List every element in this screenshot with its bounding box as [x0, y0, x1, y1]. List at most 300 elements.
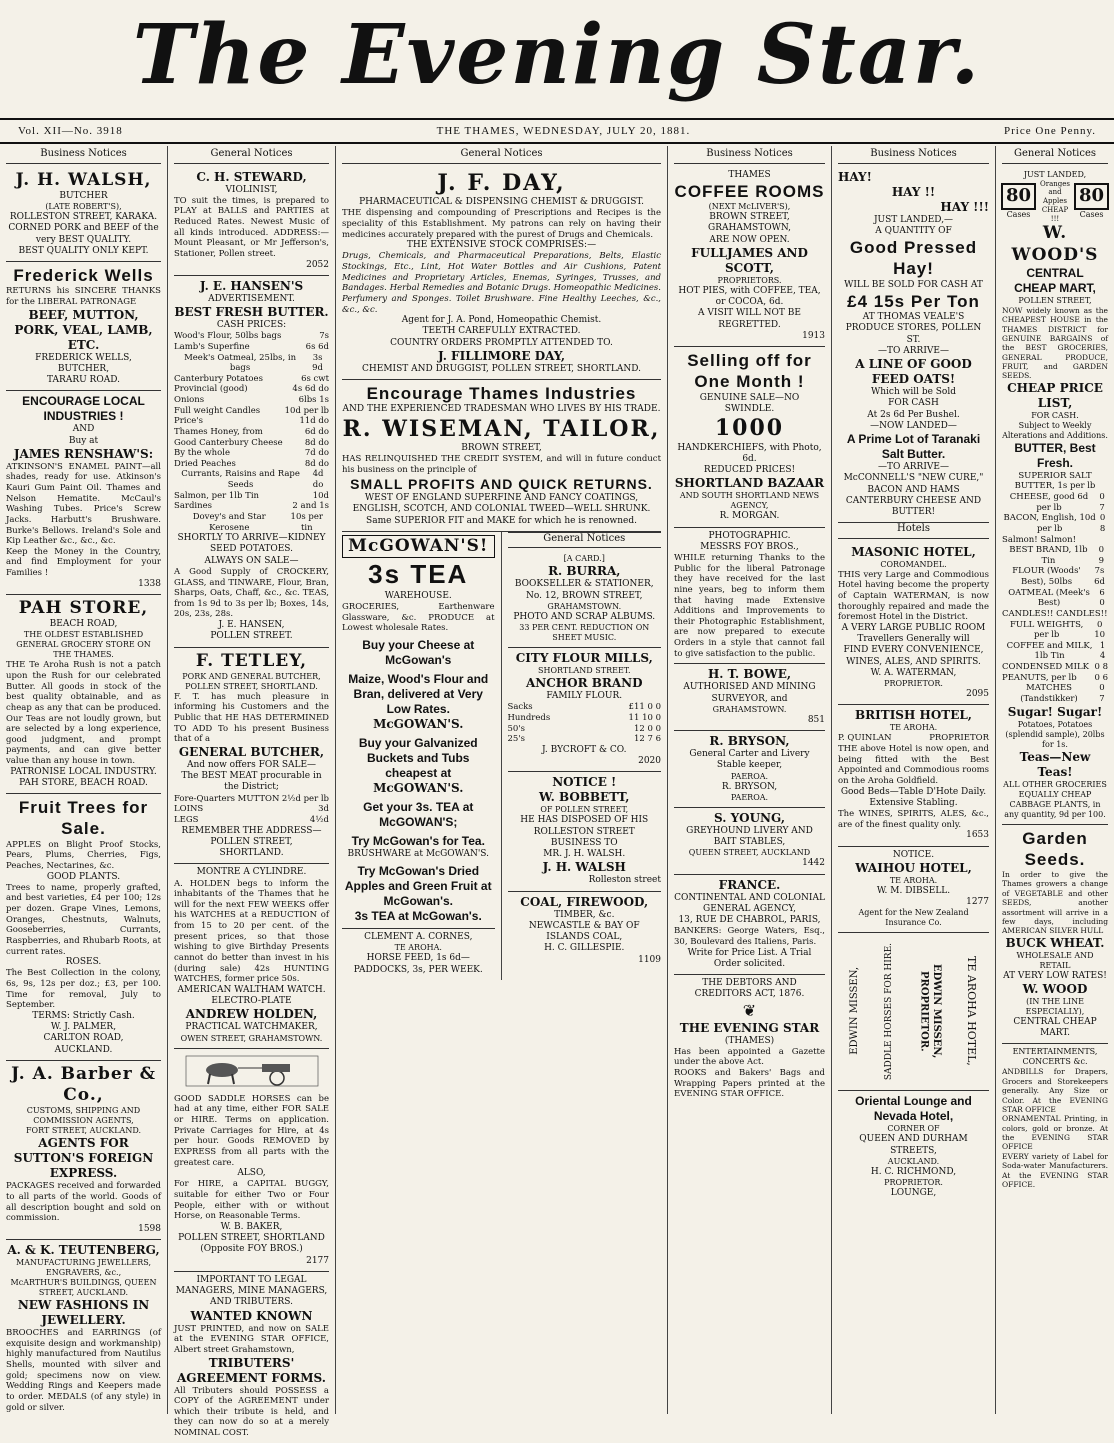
ad-line: NEW FASHIONS IN JEWELLERY. — [17, 1298, 150, 1328]
price-row — [174, 459, 329, 470]
price-item: BACON, English, 10d per lb — [1003, 513, 1096, 534]
ad-line: McARTHUR'S BUILDINGS, QUEEN STREET, AUCKLAND. — [10, 1278, 157, 1298]
price-row — [1002, 609, 1108, 620]
ad-title: Garden Seeds. — [1022, 828, 1088, 869]
ad-line: CENTRAL CHEAP MART. — [1013, 1016, 1097, 1039]
price-item: PEANUTS, per lb — [1002, 672, 1077, 683]
ad-british-hotel — [838, 705, 989, 846]
column-header: Business Notices — [6, 148, 161, 164]
ad-title: F. TETLEY, — [195, 650, 308, 671]
ad-line: BUCK WHEAT. — [1005, 935, 1105, 950]
price-row — [1002, 471, 1108, 492]
ad-line: R. MORGAN. — [719, 511, 780, 522]
ad-number: 851 — [807, 714, 825, 725]
cases-right — [1074, 183, 1109, 220]
ad-body: TO suit the times, is prepared to PLAY at BALLS and PARTIES at Reduced Rates. Newest Music of all kinds introduced. ADDRESS:—Mount Pleasant, or Mr Jefferson's, Stationer, Pollen street. — [174, 195, 329, 259]
price-list — [508, 702, 662, 745]
ad-number: 2095 — [966, 689, 989, 700]
price-row — [1002, 620, 1108, 641]
ad-line: Rolleston street — [588, 875, 661, 886]
ad-line: TE AROHA. — [889, 875, 938, 885]
column-5 — [832, 146, 996, 1414]
ad-title: J. H. WALSH — [542, 860, 626, 875]
ad-line: (IN THE LINE ESPECIALLY), — [1025, 996, 1085, 1016]
ad-mcgowan — [342, 532, 495, 929]
ad-line: A QUANTITY OF — [875, 225, 952, 236]
ad-body: GROCERIES, Earthenware Glassware, &c. PRODUCE at Lowest wholesale Rates. — [342, 601, 495, 634]
price-row — [508, 734, 662, 745]
ad-line: [A CARD.] — [563, 554, 605, 564]
price-row — [174, 469, 329, 490]
ad-debtors — [674, 975, 825, 1104]
ad-title: R. BRYSON, — [709, 734, 790, 748]
ad-tetley — [174, 648, 329, 865]
price-row — [174, 331, 329, 342]
ad-line: Get your 3s. TEA at McGOWAN'S; — [363, 799, 474, 829]
ad-body: WHILE returning Thanks to the Public for the liberal Patronage they have received for the last nine years, beg to inform them that having made Extensive Additions and Improvements to their Photographic Establishment, are now prepared to execute Orders in a style that cannot fail to give satisfaction to the public. — [674, 553, 825, 659]
ad-line: RETURNS his SINCERE THANKS for the LIBERAL PATRONAGE — [6, 286, 161, 307]
column-header: Business Notices — [674, 148, 825, 164]
ad-veale — [838, 167, 989, 524]
ad-title: Good Pressed Hay! — [849, 238, 978, 279]
column-4 — [668, 146, 832, 1414]
ad-wood — [1002, 167, 1108, 825]
price-row — [174, 342, 329, 353]
ad-line: THE OLDEST ESTABLISHED GENERAL GROCERY STORE ON THE THAMES. — [16, 630, 151, 660]
ad-title: PAH STORE, — [18, 597, 149, 618]
ad-teutenberg — [6, 1240, 161, 1417]
ad-title: H. T. BOWE, — [707, 667, 792, 682]
ad-body: All Tributers should POSSESS a COPY of the AGREEMENT under which their tribute is held, and they can now do so at a merely NOMINAL COST. — [174, 1385, 329, 1438]
ad-line: MR. J. H. WALSH. — [543, 849, 626, 860]
ad-body: In order to give the Thames growers a change of VEGETABLE and other SEEDS, another assortment will arrive in a few days, including AMERICAN SILVER HULL — [1002, 870, 1108, 936]
price-value: 7s 6d — [1094, 566, 1105, 587]
ad-renshaw — [6, 391, 161, 595]
price-item: CANDLES!! CANDLES!! — [1002, 608, 1108, 619]
ad-body: A. HOLDEN begs to inform the inhabitants of the Thames that he will for the next FEW WEEKS offer his WATCHES at a REDUCTION of from 15 to 20 per cent. of the present prices, so that those wishing to give Birthday Presents cannot do better than invest in his (during sale) 42s HUNTING WATCHES, former price 50s. — [174, 878, 329, 985]
ad-line: A VERY LARGE PUBLIC ROOM — [841, 622, 986, 633]
ad-line: ANDBILLS for Drapers, Grocers and Storekeepers generally. Any Size or Color. At the EVENING STAR OFFICE — [1002, 1067, 1108, 1114]
ad-line: Potatoes, Potatoes (splendid sample), 20lbs for 1s. — [1005, 719, 1105, 749]
ad-line: OF POLLEN STREET, — [540, 805, 629, 815]
price-value: 4½d — [309, 814, 329, 825]
ad-row — [838, 733, 989, 744]
ad-line: ADVERTISEMENT. — [208, 293, 295, 304]
price-item: CONDENSED MILK — [1002, 662, 1089, 672]
ad-line: —TO ARRIVE— — [878, 462, 949, 472]
masthead — [0, 0, 1114, 118]
ad-line: BRUSHWARE at McGOWAN'S. — [347, 848, 490, 859]
ad-title: Selling off for One Month ! — [687, 351, 812, 392]
ad-line: H. C. RICHMOND, — [870, 1166, 957, 1177]
price-item: Lamb's Superfine — [174, 341, 250, 352]
ad-body: THE dispensing and compounding of Prescriptions and Recipes is the speciality of this Establishment. My patrons can rely on having their medicines accurately prepared with the purest of Drugs and Chemicals. — [342, 208, 661, 240]
ad-line: TRIBUTERS' AGREEMENT FORMS. — [177, 1355, 326, 1385]
ad-line: TEETH CAREFULLY EXTRACTED. — [422, 326, 581, 337]
price-row — [174, 353, 329, 374]
ad-line: Buy at — [68, 435, 99, 446]
ad-line: BANKERS: George Waters, Esq., 30, Boulevard des Italiens, Paris. — [674, 926, 825, 947]
price-value: 2 and 1s — [292, 501, 329, 512]
ad-line: TE AROHA. — [889, 723, 938, 733]
col3-right — [502, 532, 668, 980]
ad-line: EDWIN MISSEN, PROPRIETOR. — [918, 964, 943, 1059]
ad-number: 1338 — [138, 578, 161, 589]
ad-te-aroha-vertical — [838, 933, 989, 1091]
ad-line: TERMS: Strictly Cash. — [32, 1010, 135, 1021]
ad-line: FULLJAMES AND SCOTT, — [691, 245, 808, 275]
cases-left — [1001, 183, 1036, 220]
ad-bowe — [674, 664, 825, 731]
price-item: Meek's Oatmeal, 25lbs, in bags — [184, 352, 297, 374]
ad-waihou-hotel — [838, 847, 989, 934]
ad-line: ENCOURAGE LOCAL INDUSTRIES ! — [22, 394, 145, 424]
ad-steward — [174, 167, 329, 276]
price-value: 10d — [312, 490, 329, 501]
ad-line: McGOWAN'S. — [373, 716, 464, 731]
ad-line: Agent for J. A. Pond, Homeopathic Chemist. — [401, 315, 602, 326]
price-item: BEST BRAND, 1lb Tin — [1009, 545, 1088, 566]
ad-title: CONTINENTAL AND COLONIAL GENERAL AGENCY, — [674, 892, 825, 914]
price-item: Currants, Raisins and Rape Seeds — [181, 469, 300, 490]
ad-title: A. & K. TEUTENBERG, — [7, 1243, 160, 1258]
ad-line: SHORTLAND BAZAAR — [674, 476, 825, 491]
col3-split — [336, 532, 667, 980]
ad-line: Buy your Cheese at McGowan's — [362, 637, 475, 667]
ad-line: CHEAP MART, — [1014, 280, 1096, 295]
price-item: Onions — [174, 395, 205, 405]
price-list — [174, 794, 329, 826]
ad-line: ENTERTAINMENTS, CONCERTS &c. — [1012, 1047, 1098, 1067]
ad-line: J. FILLIMORE DAY, — [437, 348, 566, 363]
price-item: MATCHES (Tandstikker) — [1020, 683, 1078, 704]
ad-line: PAEROA. — [730, 771, 769, 781]
price-value: 11 10 0 — [628, 713, 661, 723]
ad-young — [674, 808, 825, 875]
ad-body: Has been appointed a Gazette under the above Act. — [674, 1046, 825, 1068]
column-header: General Notices — [508, 532, 662, 549]
ad-line: BEACH ROAD, — [49, 619, 118, 630]
ad-body: Trees to name, properly grafted, and best varieties, £4 per 100; 12s per dozen. Grape Vines, Lemons, Oranges, Chestnuts, Walnuts, Gooseberries, Currants, Raspberries, and Rhubarb Roots, at current rates. — [6, 882, 161, 957]
ad-line: PHOTO AND SCRAP ALBUMS. — [513, 611, 656, 622]
ad-line: WILL BE SOLD FOR CASH AT — [844, 279, 983, 290]
ad-number: 1442 — [802, 858, 825, 869]
ad-line: CABBAGE PLANTS, in any quantity, 9d per 100. — [1004, 799, 1106, 819]
ad-title: R. WISEMAN, TAILOR, — [342, 415, 661, 442]
ad-body: APPLES on Blight Proof Stocks, Pears, Plums, Cherries, Figs, Peaches, Nectarines, &c. — [6, 839, 161, 871]
ad-line: CHEMIST AND DRUGGIST, POLLEN STREET, SHORTLAND. — [362, 363, 641, 374]
ad-line: GENERAL BUTCHER, — [178, 744, 325, 759]
cases-banner — [1002, 180, 1108, 224]
ad-line: WINES, ALES, AND SPIRITS. — [846, 656, 981, 667]
ad-line: McCONNELL'S "NEW CURE," BACON AND HAMS — [843, 473, 984, 495]
column-6 — [996, 146, 1114, 1414]
place-date: THE THAMES, WEDNESDAY, JULY 20, 1881. — [436, 125, 691, 137]
ad-line: Subject to Weekly Alterations and Additions. — [1002, 420, 1108, 440]
ad-line: and Apples — [1043, 188, 1067, 205]
ad-line: PROPRIETOR. — [884, 679, 943, 689]
quantity-right: 80 — [1074, 183, 1109, 210]
ad-line: AND — [72, 424, 95, 435]
price-row — [1002, 566, 1108, 587]
price-row — [174, 406, 329, 417]
price-item: Canterbury Potatoes — [174, 373, 263, 384]
ad-title: J. H. WALSH, — [15, 169, 152, 190]
cases-label: Cases — [1079, 209, 1104, 219]
ad-bryson — [674, 731, 825, 808]
price-row — [1002, 545, 1108, 566]
ad-line: PRODUCE STORES, POLLEN ST. — [845, 323, 982, 345]
price-row — [174, 427, 329, 438]
ad-line: POLLEN STREET, SHORTLAND — [178, 1233, 325, 1244]
ad-line: A VISIT WILL NOT BE REGRETTED. — [698, 308, 801, 330]
price-item: Hundreds — [507, 713, 551, 723]
ad-line: BUTTER, Best Fresh. — [1014, 440, 1096, 470]
ad-line: CARLTON ROAD, — [43, 1033, 124, 1044]
ad-line: W. WOOD — [1022, 981, 1088, 996]
ad-title: W. BOBBETT, — [538, 790, 630, 805]
ad-line: CHEAP PRICE LIST, — [1007, 380, 1103, 410]
ad-line: CUSTOMS, SHIPPING AND COMMISSION AGENTS, — [26, 1106, 141, 1126]
ad-line: ELECTRO-PLATE — [211, 996, 292, 1006]
ad-line: Maize, Wood's Flour and Bran, delivered at Very Low Rates. — [348, 671, 489, 716]
ad-line: AUTHORISED AND MINING SURVEYOR, and — [683, 682, 816, 704]
cases-middle — [1040, 180, 1070, 224]
ad-line: And now offers FOR SALE— — [186, 759, 317, 770]
ad-body: GOOD SADDLE HORSES can be had at any time, either FOR SALE or HIRE. Terms on application. Private Carriages for Hire, at 4s per hour. Goods REMOVED by EXPRESS from all parts with the greatest care. — [174, 1093, 329, 1168]
cases-label: Cases — [1006, 209, 1031, 219]
ad-pah-store — [6, 595, 161, 794]
ad-printing — [1002, 1044, 1108, 1193]
price-item: Salmon! Salmon! — [1002, 534, 1077, 545]
ad-line: The WINES, SPIRITS, ALES, &c., are of the finest quality only. — [838, 809, 989, 830]
ad-line: —TO ARRIVE— — [878, 345, 949, 356]
price-value: 6s 6d — [305, 341, 329, 352]
ad-body: HAS RELINQUISHED THE CREDIT SYSTEM, and will in future conduct his business on the principle of — [342, 454, 661, 475]
ad-line: BROWN STREET, GRAHAMSTOWN, — [708, 212, 791, 234]
ad-body: The Best Collection in the colony, 6s, 9s, 12s per doz.; £3, per 100. Time for removal, July to September. — [6, 968, 161, 1011]
ad-line: POLLEN STREET. — [210, 631, 293, 642]
price-value: 10d per lb — [284, 405, 329, 416]
ad-line: PORK AND GENERAL BUTCHER, — [182, 671, 321, 681]
price-item: Fore-Quarters MUTTON — [174, 793, 280, 804]
ad-line: PATRONISE LOCAL INDUSTRY. — [10, 766, 157, 777]
price-value: 12 7 6 — [633, 734, 661, 745]
ad-line: PRACTICAL WATCHMAKER, — [185, 1022, 318, 1033]
ad-line: MONTRE A CYLINDRE. — [196, 867, 307, 878]
price-list — [174, 331, 329, 533]
ad-fruit-trees — [6, 794, 161, 1061]
ad-line: 33 PER CENT. REDUCTION ON SHEET MUSIC. — [519, 623, 650, 643]
price-item: Good Canterbury Cheese — [174, 437, 283, 448]
ad-number: 2177 — [306, 1255, 329, 1266]
ad-line: EVERY variety of Label for Soda-water Manufacturers. At the EVENING STAR OFFICE. — [1002, 1151, 1108, 1189]
ad-line: Good Beds—Table D'Hote Daily. — [840, 786, 987, 797]
ad-title: COAL, FIREWOOD, — [520, 894, 649, 909]
price-row — [508, 713, 662, 724]
ad-line: FOR CASH — [888, 398, 939, 409]
ad-line: H. C. GILLESPIE. — [544, 943, 625, 954]
ad-line: CASH PRICES: — [216, 320, 287, 330]
ad-body: THIS very Large and Commodious Hotel having become the property of Captain WATERMAN, is now thoroughly repaired and made the foremost Hotel in the District. — [838, 569, 989, 623]
ad-title: THE EVENING STAR — [679, 1020, 820, 1035]
ad-title: WAIHOU HOTEL, — [855, 860, 972, 875]
ad-line: TE AROHA. — [394, 943, 442, 953]
ad-line: GRAHAMSTOWN. — [712, 704, 787, 714]
ad-barber — [6, 1061, 161, 1240]
ad-line: POLLEN STREET, SHORTLAND. — [185, 681, 318, 691]
ad-line: BROWN STREET, — [461, 443, 542, 454]
column-header: General Notices — [174, 148, 329, 164]
ad-line: HAY! — [838, 169, 872, 184]
ad-title: Fruit Trees for Sale. — [18, 798, 149, 839]
ad-number: 1913 — [802, 330, 825, 341]
ad-line: REDUCED PRICES! — [703, 465, 796, 475]
ad-line: SHORTLY TO ARRIVE—KIDNEY SEED POTATOES. — [177, 533, 326, 555]
price-item: OATMEAL (Meek's Best) — [1008, 587, 1090, 609]
ad-body: JUST PRINTED, and now on SALE at the EVENING STAR OFFICE, Albert street Grahamstown, — [174, 1323, 329, 1355]
price-item: Dovey's and Star Kerosene — [192, 511, 266, 533]
price-row — [174, 804, 329, 815]
ad-line: ARE NOW OPEN. — [709, 234, 790, 245]
ad-line: THAMES — [728, 169, 771, 180]
price-item: Provincial (good) — [174, 384, 248, 395]
ad-line: PROPRIETOR. — [884, 1178, 943, 1187]
crest-icon: ❦ — [742, 1000, 757, 1020]
price-item: 25's — [507, 734, 526, 745]
ad-hansen — [174, 276, 329, 648]
section-header: Hotels — [838, 523, 989, 539]
ad-line: LOUNGE, — [890, 1188, 937, 1198]
ad-line: The BEST MEAT procurable in the District; — [181, 771, 322, 793]
ad-line: Try McGowan's Dried Apples and Green Fruit at McGowan's. — [344, 864, 492, 908]
price-item: Sardines — [174, 501, 212, 512]
ad-cornes — [342, 929, 495, 980]
ad-title: ANDREW HOLDEN, — [185, 1007, 318, 1022]
price-item: Wood's Flour, 50lbs bags — [174, 331, 282, 342]
price-row — [508, 702, 662, 713]
ad-line: ANCHOR BRAND — [525, 676, 643, 691]
ad-line: GREYHOUND LIVERY AND BAIT STABLES, — [686, 825, 813, 847]
ad-line: W. J. PALMER, — [50, 1022, 117, 1033]
column-2 — [168, 146, 336, 1438]
price-item: By the whole — [174, 448, 230, 459]
ad-line: General Carter and Livery Stable keeper, — [689, 749, 810, 771]
ad-body: NOW widely known as the CHEAPEST HOUSE in the THAMES DISTRICT for GENUINE BARGAINS of the BEST GROCERIES, GENERAL PRODUCE, FRUIT, and GARDEN SEEDS. — [1002, 305, 1108, 381]
ad-line: AUCKLAND. — [54, 1044, 113, 1055]
ad-line: Same SUPERIOR FIT and MAKE for which he is renowned. — [366, 515, 637, 526]
price-item: CHEESE, good 6d per lb — [1009, 492, 1089, 513]
ad-line: PHOTOGRAPHIC. — [708, 530, 791, 541]
ad-body: THE above Hotel is now open, and being fitted with the Best Appointed and Commodious rooms on the Aroha Goldfield. — [838, 744, 989, 786]
ad-body: F. T. has much pleasure in informing his Customers and the Public that HE HAS DETERMINED TO ADD To his present Business that of a — [174, 691, 329, 745]
ad-line: FOR CASH. — [1031, 410, 1079, 420]
price-value: 11d do — [299, 416, 329, 427]
ad-holden — [174, 864, 329, 1048]
ad-walsh — [6, 167, 161, 263]
ad-title: J. F. DAY, — [437, 169, 566, 196]
ad-line: FORT STREET, AUCKLAND. — [25, 1126, 141, 1136]
ad-line: NOTICE. — [892, 849, 935, 860]
ad-body: PACKAGES received and forwarded to all parts of the world. Goods of all description bought and sold on commission. — [6, 1181, 161, 1224]
ad-coal — [508, 892, 662, 970]
ad-line: (LATE ROBERT'S), — [45, 202, 122, 211]
price-value: £11 0 0 — [628, 702, 661, 713]
ad-line: ALSO, — [237, 1168, 266, 1179]
price-row — [174, 491, 329, 502]
ad-title: R. BURRA, — [548, 564, 621, 579]
price-value: 8d do — [304, 437, 329, 448]
ad-line: SHORTLAND STREET. — [537, 666, 631, 676]
ad-line: Teas—New Teas! — [1019, 749, 1091, 779]
ad-title: McGOWAN'S! — [342, 535, 495, 558]
ad-line: ROOKS and Bakers' Bags and Wrapping Papers printed at the EVENING STAR OFFICE. — [674, 1068, 825, 1100]
ad-line: AT VERY LOW RATES! — [1003, 970, 1107, 981]
ad-line: McGOWAN'S. — [373, 780, 464, 795]
price-row — [1002, 492, 1108, 513]
price-item: FULL WEIGHTS, per lb — [1009, 619, 1084, 641]
price-row — [174, 384, 329, 395]
ad-france — [674, 875, 825, 976]
ad-line: Oranges — [1040, 179, 1070, 188]
ad-number: 1277 — [966, 897, 989, 907]
price-row — [174, 416, 329, 427]
ad-line: WHOLESALE AND RETAIL — [1016, 950, 1094, 970]
ad-foy-bros — [674, 528, 825, 665]
ad-city-flour — [508, 648, 662, 772]
ad-line: COROMANDEL. — [880, 559, 947, 569]
ad-line: Keep the Money in the Country, and find Employment for your Families ! — [6, 546, 161, 578]
quantity-left: 80 — [1001, 183, 1036, 210]
dateline — [0, 118, 1114, 144]
ad-line: WEST OF ENGLAND SUPERFINE AND FANCY COATINGS, ENGLISH, SCOTCH, AND COLONIAL TWEED—WELL SHRUNK. — [352, 493, 651, 515]
ad-line: THE EXTENSIVE STOCK COMPRISES:— — [406, 240, 597, 251]
ad-line: PAH STORE, BEACH ROAD. — [19, 777, 148, 788]
ad-wells — [6, 262, 161, 391]
ad-line: At 2s 6d Per Bushel. — [867, 409, 960, 420]
ad-line: (NEXT McLIVER'S), — [708, 202, 791, 211]
ad-line: ROLLESTON STREET BUSINESS TO — [533, 826, 635, 848]
ad-title: W. B. BAKER, — [220, 1221, 283, 1232]
ad-line: J. BYCROFT & CO. — [542, 744, 627, 755]
price-item: SUPERIOR SALT BUTTER, 1s per lb — [1014, 470, 1096, 492]
price-item: LOINS — [174, 804, 204, 815]
ad-line: TARARU ROAD. — [47, 375, 120, 385]
ad-tributers — [174, 1272, 329, 1443]
ad-line: ALWAYS ON SALE— — [204, 555, 299, 566]
price-row — [174, 438, 329, 449]
ad-line: HE HAS DISPOSED OF HIS — [520, 815, 649, 826]
ad-line: R. BRYSON, — [721, 781, 778, 792]
price-row — [1002, 683, 1108, 704]
ad-number: 2020 — [638, 756, 661, 767]
ad-line: NOTICE ! — [552, 775, 617, 790]
ad-line: CANTERBURY CHEESE AND BUTTER! — [845, 495, 982, 517]
price-row — [1002, 535, 1108, 546]
ad-line: HANDKERCHIEFS, with Photo, 6d. — [677, 442, 822, 464]
price-row — [174, 794, 329, 805]
ad-line: FAMILY FLOUR. — [546, 691, 623, 702]
ad-line: FREDERICK WELLS, — [35, 352, 132, 363]
price-item: Full weight Candles — [174, 405, 261, 416]
price-list — [1002, 471, 1108, 705]
ad-line: AND THE EXPERIENCED TRADESMAN WHO LIVES BY HIS TRADE. — [342, 404, 661, 415]
ad-number: 1598 — [138, 1223, 161, 1234]
ad-oriental-lounge — [838, 1091, 989, 1203]
col3-left — [336, 532, 502, 980]
column-header: General Notices — [342, 148, 661, 164]
ad-line: ROLLESTON STREET, KARAKA. — [9, 212, 158, 222]
